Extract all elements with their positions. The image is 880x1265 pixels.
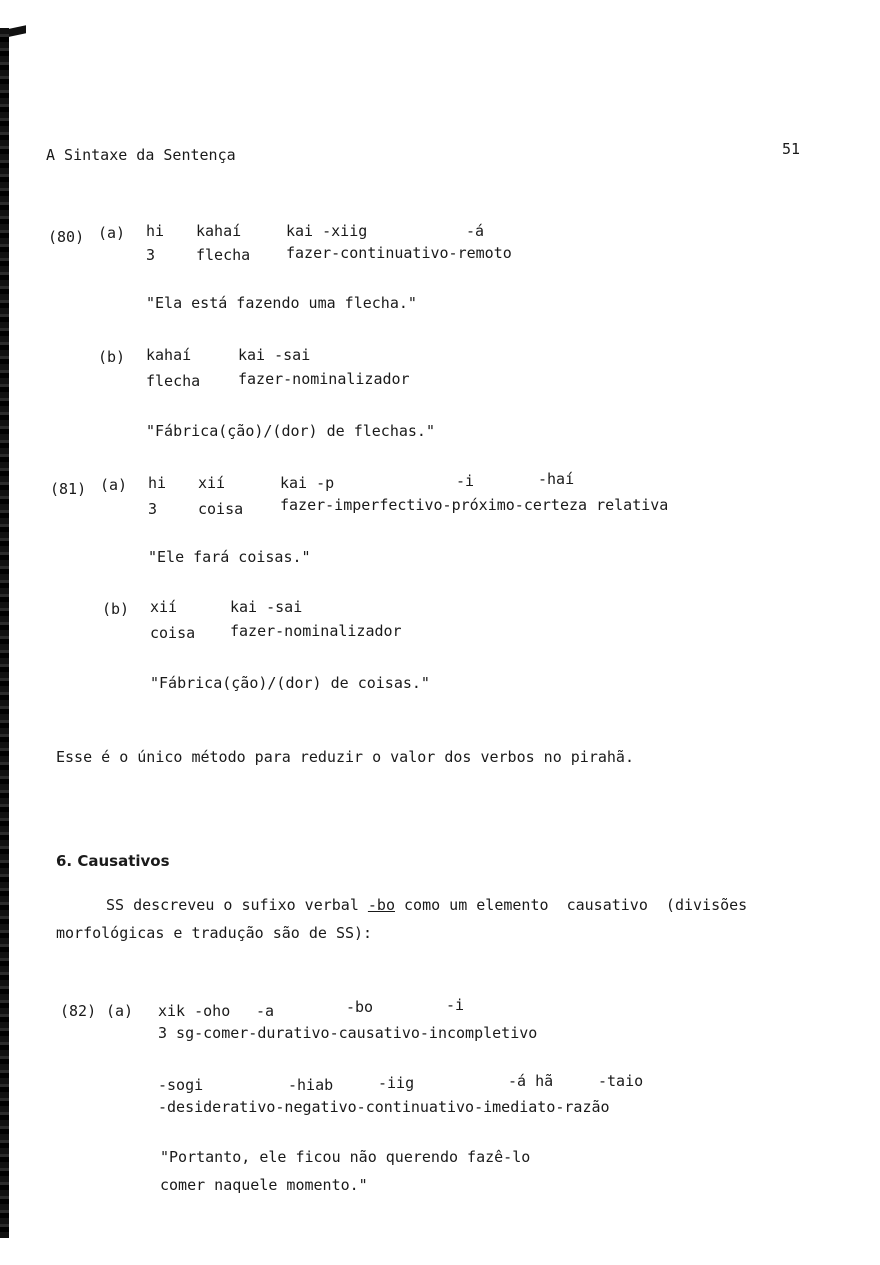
morph: -á hã <box>508 1072 554 1090</box>
morph: hi <box>148 474 167 492</box>
text-run: como um elemento causativo (divisões <box>395 896 748 914</box>
body-paragraph: Esse é o único método para reduzir o valor dos verbos no pirahã. <box>56 748 634 766</box>
page-number: 51 <box>782 140 801 158</box>
gloss: 3 <box>146 246 156 264</box>
body-paragraph-line: morfológicas e tradução são de SS): <box>56 924 373 942</box>
morph: kai -sai <box>230 598 303 616</box>
example-number: (82) <box>60 1002 97 1020</box>
morph: -á <box>466 222 485 240</box>
morph: xií <box>198 474 226 492</box>
morph: -sogi <box>158 1076 204 1094</box>
translation: "Portanto, ele ficou não querendo fazê-lo <box>160 1148 531 1166</box>
gloss: fazer-nominalizador <box>238 370 410 388</box>
section-heading: 6. Causativos <box>56 852 170 870</box>
translation: "Fábrica(ção)/(dor) de coisas." <box>150 674 430 692</box>
morph: -haí <box>538 470 575 488</box>
sub-label: (b) <box>98 348 126 366</box>
gloss: fazer-continuativo-remoto <box>286 244 512 262</box>
morph: -a <box>256 1002 275 1020</box>
morph: xií <box>150 598 178 616</box>
morph: xik -oho <box>158 1002 231 1020</box>
sub-label: (a) <box>100 476 128 494</box>
translation: comer naquele momento." <box>160 1176 368 1194</box>
gloss: flecha <box>196 246 251 264</box>
example-number: (81) <box>50 480 87 498</box>
morph: -bo <box>346 998 374 1016</box>
sub-label: (a) <box>98 224 126 242</box>
morph: -hiab <box>288 1076 334 1094</box>
morph: kai -p <box>280 474 335 492</box>
translation: "Ele fará coisas." <box>148 548 311 566</box>
translation: "Fábrica(ção)/(dor) de flechas." <box>146 422 435 440</box>
sub-label: (b) <box>102 600 130 618</box>
gloss: -desiderativo-negativo-continuativo-imediato-razão <box>158 1098 610 1116</box>
gloss: 3 sg-comer-durativo-causativo-incompletivo <box>158 1024 538 1042</box>
sub-label: (a) <box>106 1002 134 1020</box>
morph: kahaí <box>146 346 192 364</box>
translation: "Ela está fazendo uma flecha." <box>146 294 417 312</box>
gloss: coisa <box>150 624 196 642</box>
suffix-underlined: -bo <box>367 896 395 914</box>
gloss: coisa <box>198 500 244 518</box>
scan-margin-bar <box>0 28 9 1238</box>
running-title: A Sintaxe da Sentença <box>46 146 236 164</box>
gloss: fazer-imperfectivo-próximo-certeza relativa <box>280 496 669 514</box>
morph: kai -xiig <box>286 222 368 240</box>
morph: kai -sai <box>238 346 311 364</box>
morph: -i <box>446 996 465 1014</box>
morph: kahaí <box>196 222 242 240</box>
morph: hi <box>146 222 165 240</box>
gloss: flecha <box>146 372 201 390</box>
morph: -iig <box>378 1074 415 1092</box>
example-number: (80) <box>48 228 85 246</box>
morph: -i <box>456 472 475 490</box>
morph: -taio <box>598 1072 644 1090</box>
gloss: 3 <box>148 500 158 518</box>
text-run: SS descreveu o sufixo verbal <box>106 896 368 914</box>
body-paragraph-line <box>106 896 747 914</box>
gloss: fazer-nominalizador <box>230 622 402 640</box>
